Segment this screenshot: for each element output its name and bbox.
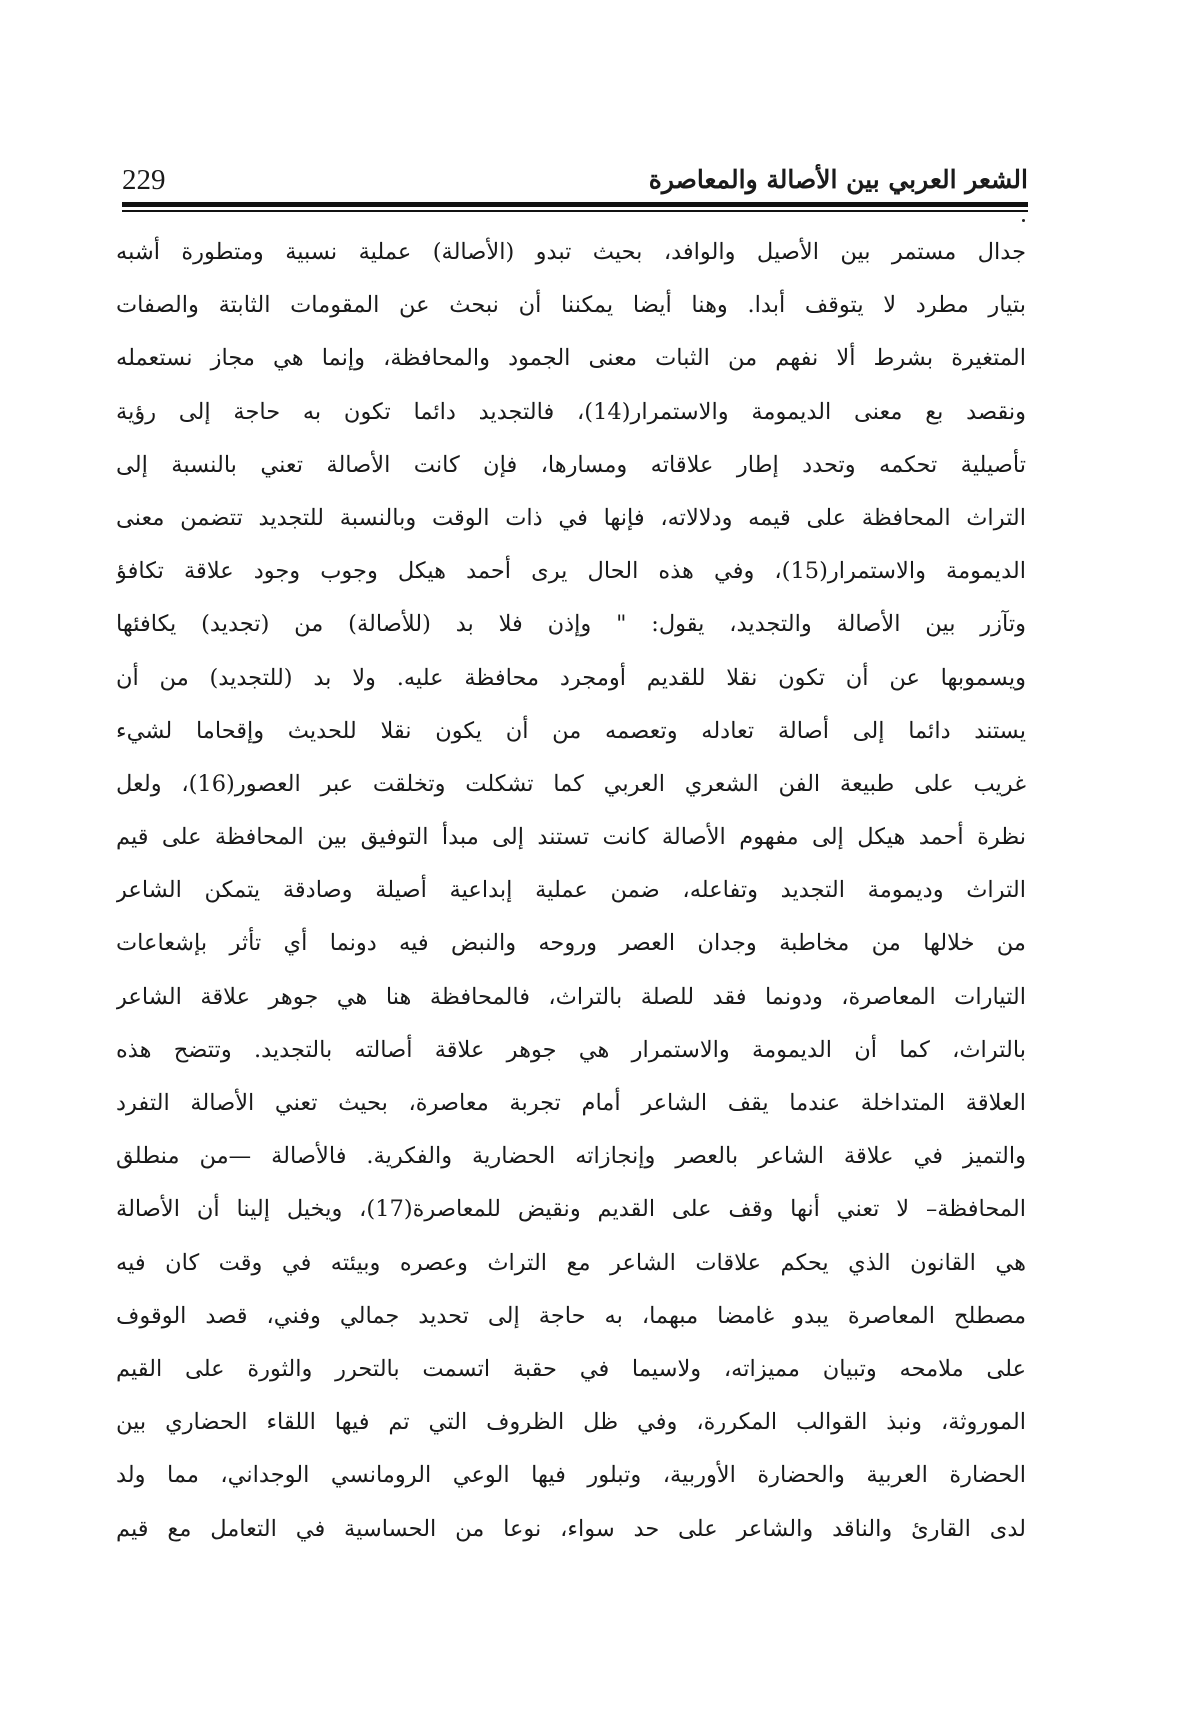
- text-line: بتيار مطرد لا يتوقف أبدا. وهنا أيضا يمكننا أن نبحث عن المقومات الثابتة والصفات: [116, 292, 1026, 319]
- text-line: من خلالها من مخاطبة وجدان العصر وروحه والنبض فيه دونما أي تأثر بإشعاعات: [116, 930, 1026, 957]
- stray-dot: [1022, 219, 1025, 222]
- body-text: [116, 226, 1026, 1556]
- text-line: بالتراث، كما أن الديمومة والاستمرار هي جوهر علاقة أصالته بالتجديد. وتتضح هذه: [116, 1036, 1026, 1063]
- text-line: التيارات المعاصرة، ودونما فقد للصلة بالتراث، فالمحافظة هنا هي جوهر علاقة الشاعر: [116, 983, 1026, 1010]
- text-line: الحضارة العربية والحضارة الأوربية، وتبلور فيها الوعي الرومانسي الوجداني، مما ولد: [116, 1462, 1026, 1489]
- text-line: وتآزر بين الأصالة والتجديد، يقول: " وإذن فلا بد (للأصالة) من (تجديد) يكافئها: [116, 611, 1026, 638]
- header-rule-thick: [122, 202, 1028, 207]
- text-line: لدى القارئ والناقد والشاعر على حد سواء، نوعا من الحساسية في التعامل مع قيم: [116, 1515, 1026, 1542]
- header-rule-thin: [122, 210, 1028, 212]
- text-line: ونقصد بع معنى الديمومة والاستمرار(14)، فالتجديد دائما تكون به حاجة إلى رؤية: [116, 398, 1026, 425]
- text-line: المتغيرة بشرط ألا نفهم من الثبات معنى الجمود والمحافظة، وإنما هي مجاز نستعمله: [116, 345, 1026, 372]
- text-line: مصطلح المعاصرة يبدو غامضا مبهما، به حاجة إلى تحديد جمالي وفني، قصد الوقوف: [116, 1302, 1026, 1329]
- running-header: [122, 152, 1028, 200]
- text-line: جدال مستمر بين الأصيل والوافد، بحيث تبدو (الأصالة) عملية نسبية ومتطورة أشبه: [116, 239, 1026, 265]
- text-line: المحافظة– لا تعني أنها وقف على القديم ونقيض للمعاصرة(17)، ويخيل إلينا أن الأصالة: [116, 1196, 1026, 1223]
- text-line: على ملامحه وتبيان مميزاته، ولاسيما في حقبة اتسمت بالتحرر والثورة على القيم: [116, 1355, 1026, 1382]
- text-line: التراث المحافظة على قيمه ودلالاته، فإنها في ذات الوقت وبالنسبة للتجديد تتضمن معنى: [116, 504, 1026, 531]
- text-line: الموروثة، ونبذ القوالب المكررة، وفي ظل الظروف التي تم فيها اللقاء الحضاري بين: [116, 1409, 1026, 1436]
- text-line: غريب على طبيعة الفن الشعري العربي كما تشكلت وتخلقت عبر العصور(16)، ولعل: [116, 770, 1026, 797]
- text-line: ويسموبها عن أن تكون نقلا للقديم أومجرد محافظة عليه. ولا بد (للتجديد) من أن: [116, 664, 1026, 691]
- text-line: التراث وديمومة التجديد وتفاعله، ضمن عملية إبداعية أصيلة وصادقة يتمكن الشاعر: [116, 877, 1026, 904]
- text-line: هي القانون الذي يحكم علاقات الشاعر مع التراث وعصره وبيئته في وقت كان فيه: [116, 1249, 1026, 1276]
- text-line: الديمومة والاستمرار(15)، وفي هذه الحال يرى أحمد هيكل وجوب وجود علاقة تكافؤ: [116, 558, 1026, 585]
- text-line: يستند دائما إلى أصالة تعادله وتعصمه من أن يكون نقلا للحديث وإقحاما لشيء: [116, 717, 1026, 744]
- text-line: نظرة أحمد هيكل إلى مفهوم الأصالة كانت تستند إلى مبدأ التوفيق بين المحافظة على قيم: [116, 824, 1026, 851]
- running-title: الشعر العربي بين الأصالة والمعاصرة: [648, 165, 1028, 194]
- text-line: تأصيلية تحكمه وتحدد إطار علاقاته ومسارها، فإن كانت الأصالة تعني بالنسبة إلى: [116, 451, 1026, 478]
- text-line: العلاقة المتداخلة عندما يقف الشاعر أمام تجربة معاصرة، بحيث تعني الأصالة التفرد: [116, 1090, 1026, 1116]
- page-number: 229: [122, 164, 166, 196]
- text-line: والتميز في علاقة الشاعر بالعصر وإنجازاته الحضارية والفكرية. فالأصالة —من منطلق: [116, 1143, 1026, 1170]
